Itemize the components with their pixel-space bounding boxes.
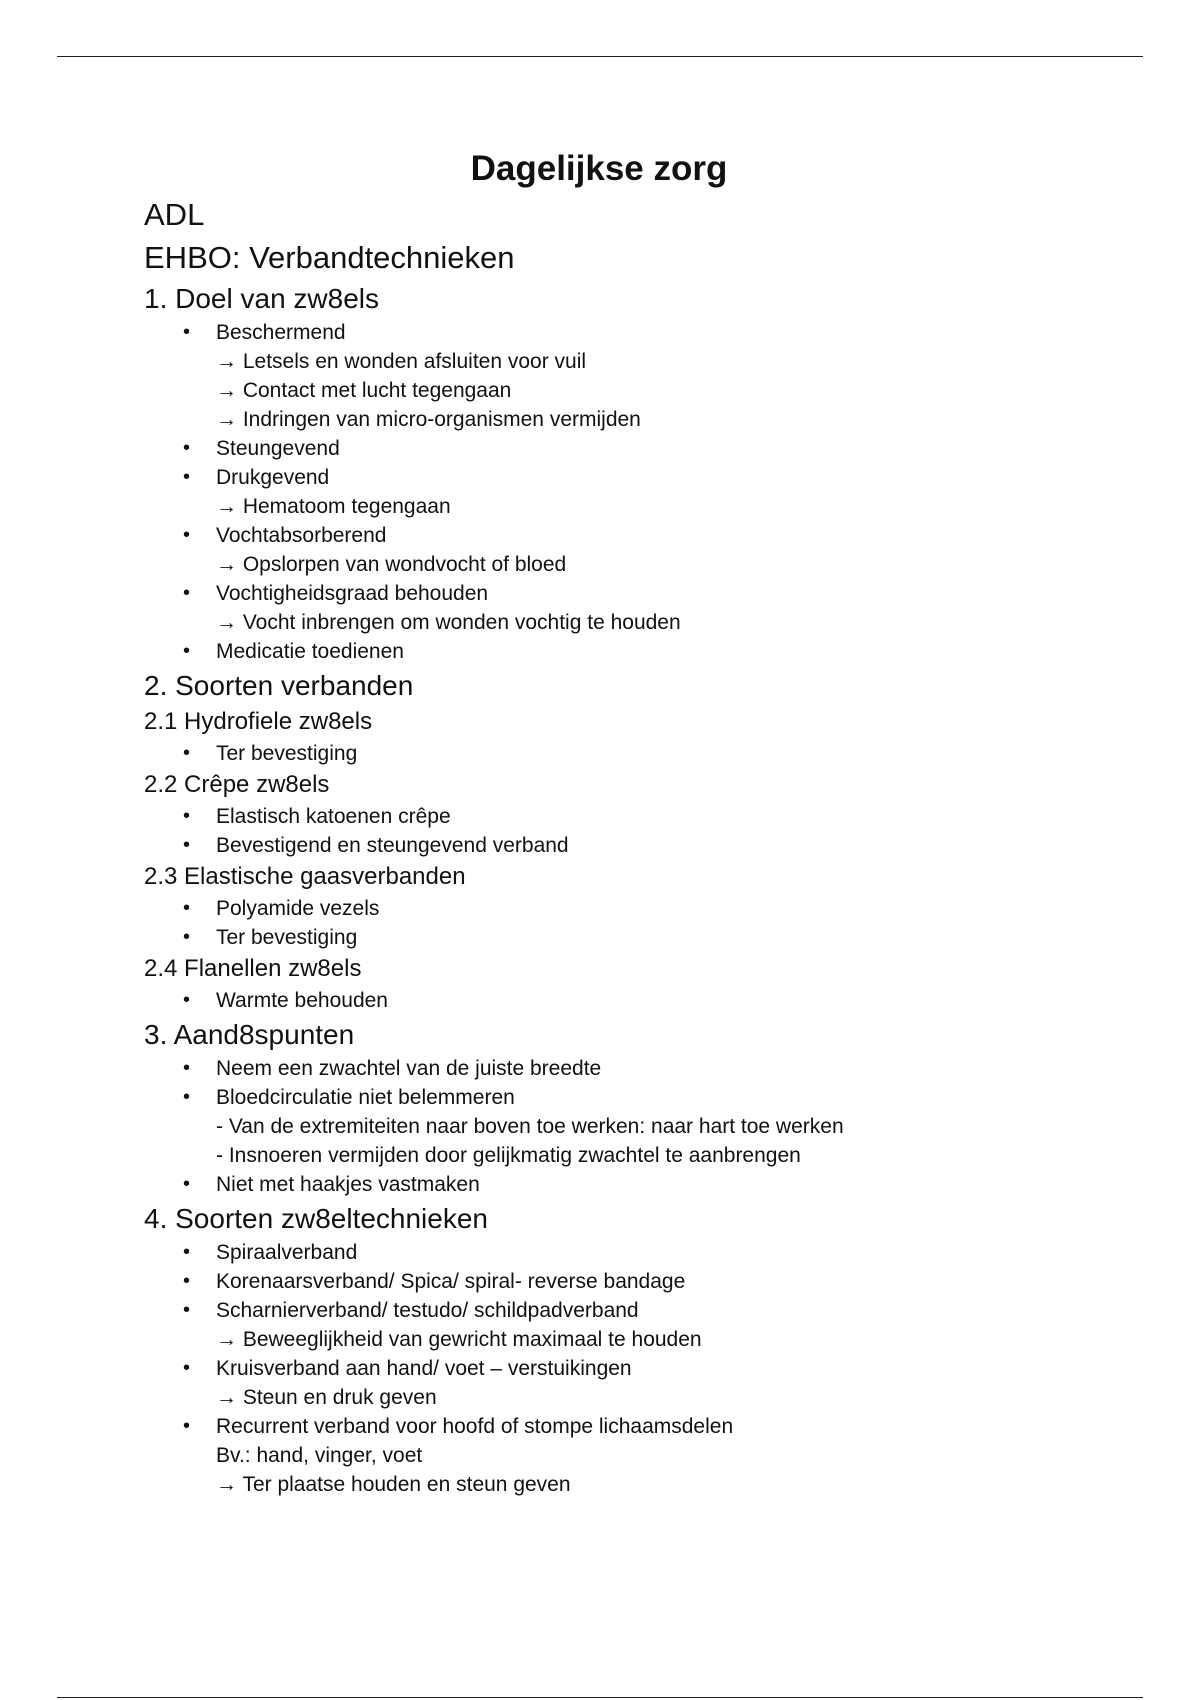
list-item-text: Bloedcirculatie niet belemmeren: [216, 1086, 515, 1109]
bullet-icon: •: [183, 1357, 191, 1379]
list-item: [144, 637, 1124, 666]
list-item-text: Korenaarsverband/ Spica/ spiral- reverse bandage: [216, 1270, 686, 1293]
bullet-icon: •: [183, 897, 191, 919]
list-sub-line: Bv.: hand, vinger, voet: [216, 1444, 423, 1467]
section-heading: 3. Aand8spunten: [144, 1019, 355, 1050]
list-sub-line: → Vocht inbrengen om wonden vochtig te houden: [216, 611, 681, 634]
heading-adl: ADL: [144, 197, 205, 232]
list-item-text: Spiraalverband: [216, 1241, 358, 1264]
list-item-text: Neem een zwachtel van de juiste breedte: [216, 1057, 602, 1080]
list-sub-line: - Van de extremiteiten naar boven toe werken: naar hart toe werken: [216, 1115, 844, 1138]
bullet-icon: •: [183, 926, 191, 948]
bullet-list: [144, 986, 1124, 1015]
list-item-text: Polyamide vezels: [216, 897, 380, 920]
list-item: [144, 986, 1124, 1015]
list-sub-line: → Steun en druk geven: [216, 1386, 437, 1409]
list-item-text: Niet met haakjes vastmaken: [216, 1173, 480, 1196]
list-sub-line: → Opslorpen van wondvocht of bloed: [216, 553, 567, 576]
list-item: [144, 831, 1124, 860]
bullet-icon: •: [183, 582, 191, 604]
list-item: [144, 1296, 1124, 1325]
list-item: [144, 894, 1124, 923]
list-item-text: Beschermend: [216, 321, 346, 344]
list-item: [144, 521, 1124, 550]
subsection-heading: 2.3 Elastische gaasverbanden: [144, 863, 466, 890]
subsection-heading: 2.1 Hydrofiele zw8els: [144, 708, 373, 735]
header-rule: [57, 56, 1143, 57]
document-title: Dagelijkse zorg: [470, 149, 728, 188]
bullet-icon: •: [183, 1057, 191, 1079]
bullet-icon: •: [183, 742, 191, 764]
subsection-heading: 2.2 Crêpe zw8els: [144, 771, 330, 798]
list-item: [144, 1238, 1124, 1267]
bullet-icon: •: [183, 640, 191, 662]
list-item: [144, 463, 1124, 492]
list-item: [144, 1170, 1124, 1199]
section-heading: 1. Doel van zw8els: [144, 283, 380, 314]
list-item-text: Vochtabsorberend: [216, 524, 387, 547]
bullet-icon: •: [183, 805, 191, 827]
bullet-icon: •: [183, 524, 191, 546]
list-item: [144, 1267, 1124, 1296]
bullet-icon: •: [183, 1173, 191, 1195]
list-item-text: Kruisverband aan hand/ voet – verstuikingen: [216, 1357, 632, 1380]
list-item-text: Scharnierverband/ testudo/ schildpadverband: [216, 1299, 639, 1322]
list-item-text: Drukgevend: [216, 466, 330, 489]
list-item-text: Bevestigend en steungevend verband: [216, 834, 569, 857]
footer-rule: [57, 1697, 1143, 1698]
list-item-text: Warmte behouden: [216, 989, 388, 1012]
section-heading: 2. Soorten verbanden: [144, 670, 414, 701]
list-item-text: Recurrent verband voor hoofd of stompe lichaamsdelen: [216, 1415, 734, 1438]
list-item: [144, 318, 1124, 347]
list-item: [144, 1412, 1124, 1441]
section-heading: 4. Soorten zw8eltechnieken: [144, 1203, 488, 1234]
bullet-list: [144, 1054, 1124, 1199]
list-item-text: Elastisch katoenen crêpe: [216, 805, 451, 828]
bullet-icon: •: [183, 1086, 191, 1108]
list-item-text: Ter bevestiging: [216, 742, 358, 765]
list-item: [144, 739, 1124, 768]
list-item: [144, 1054, 1124, 1083]
bullet-icon: •: [183, 1241, 191, 1263]
list-item: [144, 923, 1124, 952]
list-item-text: Vochtigheidsgraad behouden: [216, 582, 489, 605]
bullet-icon: •: [183, 437, 191, 459]
list-sub-line: → Beweeglijkheid van gewricht maximaal te houden: [216, 1328, 702, 1351]
bullet-list: [144, 739, 1124, 768]
list-item: [144, 802, 1124, 831]
list-item-text: Steungevend: [216, 437, 340, 460]
list-item: [144, 1083, 1124, 1112]
bullet-icon: •: [183, 321, 191, 343]
bullet-icon: •: [183, 1270, 191, 1292]
list-sub-line: - Insnoeren vermijden door gelijkmatig zwachtel te aanbrengen: [216, 1144, 801, 1167]
bullet-icon: •: [183, 834, 191, 856]
bullet-icon: •: [183, 1299, 191, 1321]
document-body: [144, 145, 1124, 1499]
list-item: [144, 434, 1124, 463]
list-sub-line: → Ter plaatse houden en steun geven: [216, 1473, 571, 1496]
bullet-list: [144, 802, 1124, 860]
bullet-icon: •: [183, 989, 191, 1011]
heading-ehbo: EHBO: Verbandtechnieken: [144, 240, 515, 275]
list-item: [144, 1354, 1124, 1383]
list-item: [144, 579, 1124, 608]
bullet-icon: •: [183, 466, 191, 488]
list-item-text: Medicatie toedienen: [216, 640, 404, 663]
bullet-icon: •: [183, 1415, 191, 1437]
list-item-text: Ter bevestiging: [216, 926, 358, 949]
list-sub-line: → Hematoom tegengaan: [216, 495, 451, 518]
bullet-list: [144, 1238, 1124, 1499]
bullet-list: [144, 318, 1124, 666]
list-sub-line: → Contact met lucht tegengaan: [216, 379, 512, 402]
list-sub-line: → Indringen van micro-organismen vermijden: [216, 408, 641, 431]
subsection-heading: 2.4 Flanellen zw8els: [144, 955, 362, 982]
list-sub-line: → Letsels en wonden afsluiten voor vuil: [216, 350, 587, 373]
bullet-list: [144, 894, 1124, 952]
